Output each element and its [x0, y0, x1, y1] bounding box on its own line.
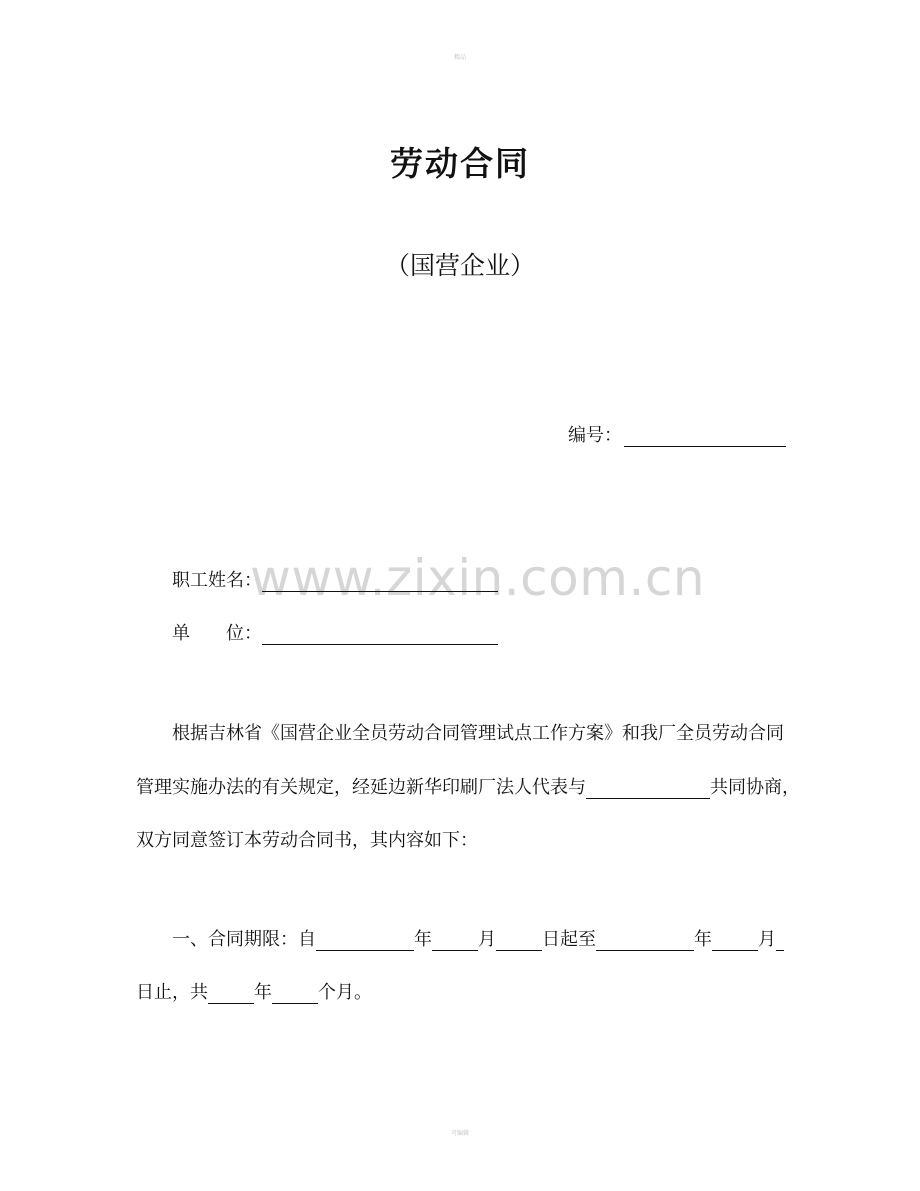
clause-1-line-1: [172, 925, 784, 951]
end-year-blank[interactable]: [596, 933, 694, 951]
total-years-blank[interactable]: [208, 986, 254, 1004]
employee-name-blank[interactable]: [262, 574, 498, 592]
total-months-blank[interactable]: [272, 986, 318, 1004]
clause-1-label: 一、合同期限：自: [172, 929, 316, 950]
contract-number-blank[interactable]: [624, 429, 786, 447]
paragraph-1-line-1: 根据吉林省《国营企业全员劳动合同管理试点工作方案》和我厂全员劳动合同: [172, 723, 784, 744]
document-subtitle: （国营企业）: [384, 251, 535, 280]
end-day-blank[interactable]: [776, 933, 784, 951]
end-month-blank[interactable]: [712, 933, 758, 951]
unit-label-char-1: 单: [172, 623, 190, 644]
footer-mark: 可编辑: [450, 1130, 469, 1137]
paragraph-1-line-2: [136, 773, 800, 799]
watermark: www.zixin.com.cn: [250, 549, 706, 607]
start-month-unit: 月: [478, 929, 496, 950]
document-title: 劳动合同: [390, 144, 530, 183]
start-year-blank[interactable]: [316, 933, 414, 951]
unit-label-char-2: 位：: [226, 623, 262, 644]
unit-field: [172, 619, 498, 645]
end-year-unit: 年: [694, 929, 712, 950]
header-mark: 精品: [453, 54, 466, 61]
contract-number-label: 编号：: [568, 425, 622, 446]
contract-number-field: [568, 421, 786, 447]
end-month-unit: 月: [758, 929, 776, 950]
start-day-blank[interactable]: [496, 933, 542, 951]
start-month-blank[interactable]: [432, 933, 478, 951]
co-negotiator-blank[interactable]: [586, 781, 710, 799]
employee-name-field: [172, 566, 498, 592]
total-years-unit: 年: [254, 982, 272, 1003]
paragraph-1-line-2-text-b: 共同协商，: [710, 777, 800, 798]
paragraph-1-line-3: 双方同意签订本劳动合同书，其内容如下：: [136, 830, 478, 851]
unit-blank[interactable]: [262, 627, 498, 645]
start-day-unit: 日起至: [542, 929, 596, 950]
employee-name-label: 职工姓名：: [172, 570, 262, 591]
clause-1-line-2: [136, 978, 372, 1004]
total-months-unit: 个月。: [318, 982, 372, 1003]
paragraph-1-line-2-text-a: 管理实施办法的有关规定，经延边新华印刷厂法人代表与: [136, 777, 586, 798]
start-year-unit: 年: [414, 929, 432, 950]
end-day-unit-text: 日止，共: [136, 982, 208, 1003]
